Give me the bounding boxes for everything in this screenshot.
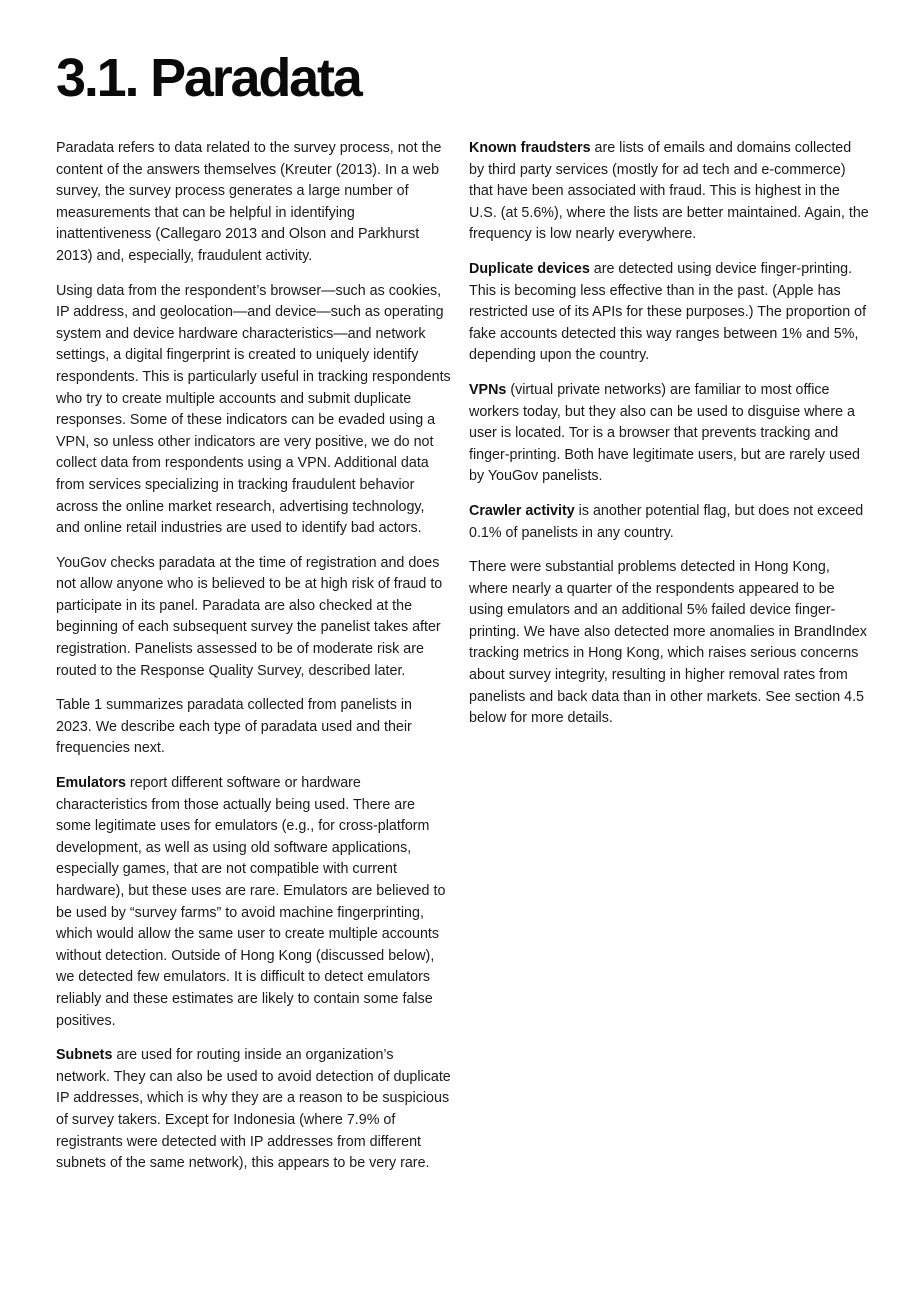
term-emulators: Emulators [56,775,126,792]
paragraph-hong-kong: There were substantial problems detected in Hong Kong, where nearly a quarter of the respondents appeared to be using emulators and an additional 5% failed device finger-printing. We have also detected more anomalies in BrandIndex tracking metrics in Hong Kong, which raises serious concerns about survey integrity, resulting in higher removal rates from panelists and back data than in other markets. See section 4.5 below for more details. [469,559,867,727]
section-title: 3.1. Paradata [56,48,361,108]
paragraph-vpns [469,380,869,488]
paragraph-table-summary: Table 1 summarizes paradata collected from panelists in 2023. We describe each type of paradata used and their frequencies next. [56,697,413,757]
term-vpns: VPNs [469,381,507,398]
paragraph-digital-fingerprint: Using data from the respondent’s browser—such as cookies, IP address, and geolocation—and device—such as operating system and device hardware characteristics—and network settings, a digital fingerprint is created to uniquely identify respondents. This is particularly useful in tracking respondents who try to create multiple accounts and submit duplicate responses. Some of these indicators can be evaded using a VPN, so unless other indicators are very positive, we do not collect data from respondents using a VPN. Additional data from services specializing in tracking fraudulent behavior across the online market research, advertising technology, and online retail industries are used to identify bad actors. [56,282,451,537]
subnets-description: are used for routing inside an organization’s network. They can also be used to avoid detection of duplicate IP addresses, which is why they are a reason to be suspicious of survey takers. Except for Indonesia (where 7.9% of registrants were detected with IP addresses from different subnets of the same network), this appears to be very rare. [56,1047,451,1172]
paragraph-duplicate-devices [469,259,869,367]
paragraph-paradata-intro: Paradata refers to data related to the survey process, not the content of the answers themselves (Kreuter (2013). In a web survey, the survey process generates a large number of measurements that can be helpful in identifying inattentiveness (Callegaro 2013 and Olson and Parkhurst 2013) and, especially, fraudulent activity. [56,140,442,264]
vpns-description: (virtual private networks) are familiar to most office workers today, but they also can be used to disguise where a user is located. Tor is a browser that prevents tracking and finger-printing. Both have legitimate users, but are rarely used by YouGov panelists. [469,381,860,485]
term-crawler-activity: Crawler activity [469,502,575,519]
duplicate-devices-description: are detected using device finger-printing. This is becoming less effective than in the past. (Apple has restricted use of its APIs for these purposes.) The proportion of fake accounts detected this way ranges between 1% and 5%, depending upon the country. [469,260,867,364]
paragraph-emulators [56,773,451,1032]
term-known-fraudsters: Known fraudsters [469,140,591,156]
term-subnets: Subnets [56,1047,113,1064]
emulators-description: report different software or hardware characteristics from those actually being used. There are some legitimate uses for emulators (e.g., for cross-platform development, as well as using old software applications, especially games, that are not compatible with current hardware), but these uses are rare. Emulators are believed to be used by “survey farms” to avoid machine fingerprinting, which would allow the same user to create multiple accounts without detection. Outside of Hong Kong (discussed below), we detected few emulators. It is difficult to detect emulators reliably and these estimates are likely to contain some false positives. [56,775,446,1029]
left-column [56,138,451,1188]
paragraph-crawler-activity [469,501,869,544]
paragraph-registration-checks: YouGov checks paradata at the time of registration and does not allow anyone who is believed to be at high risk of fraud to participate in its panel. Paradata are also checked at the beginning of each subsequent survey the panelist takes after registration. Panelists assessed to be of moderate risk are routed to the Response Quality Survey, described later. [56,554,443,679]
paragraph-subnets [56,1045,451,1175]
crawler-activity-description: is another potential flag, but does not exceed 0.1% of panelists in any country. [469,502,864,541]
known-fraudsters-description: are lists of emails and domains collected by third party services (mostly for ad tech and e-commerce) that have been associated with fraud. This is highest in the U.S. (at 5.6%), where the lists are better maintained. Again, the frequency is low nearly everywhere. [469,140,869,243]
paragraph-known-fraudsters [469,138,869,246]
term-duplicate-devices: Duplicate devices [469,260,590,277]
right-column [469,138,869,743]
